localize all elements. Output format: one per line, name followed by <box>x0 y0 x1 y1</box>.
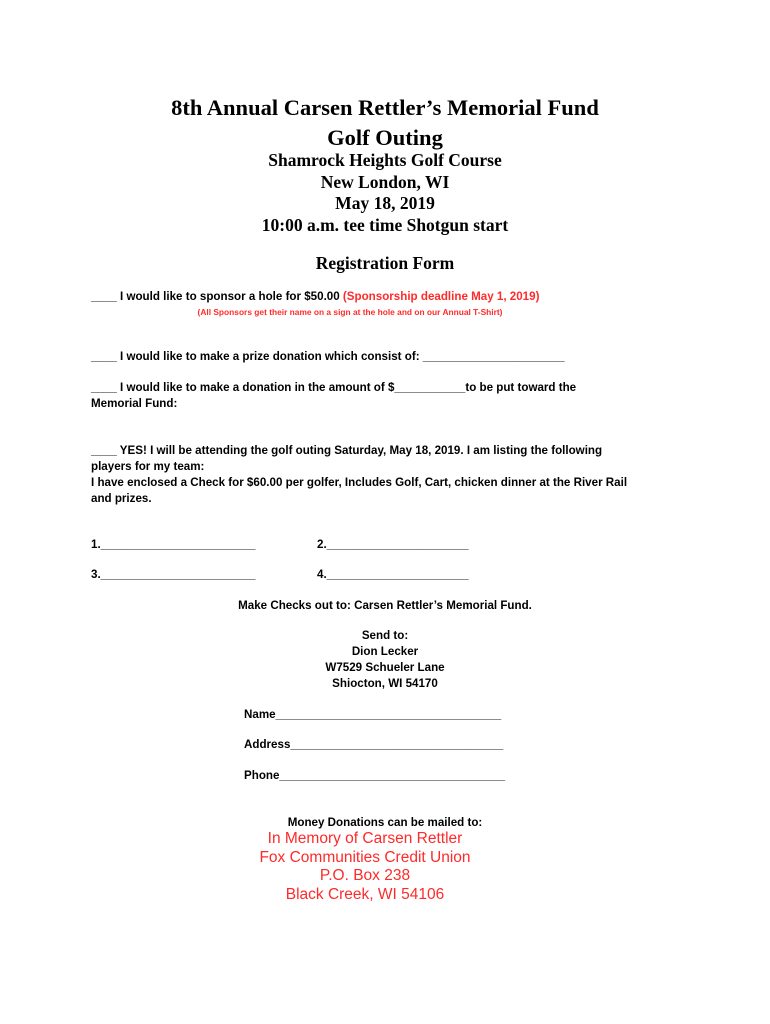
title-line-2: Golf Outing <box>327 125 443 150</box>
send-to-label: Send to: <box>361 629 409 642</box>
mailing-line-1: In Memory of Carsen Rettler <box>267 830 463 847</box>
sponsor-note: (All Sponsors get their name on a sign at the hole and on our Annual T-Shirt) <box>197 307 503 317</box>
send-to-city: Shiocton, WI 54170 <box>332 677 438 690</box>
donation-line-2: Memorial Fund: <box>91 397 178 410</box>
form-title: Registration Form <box>315 253 455 273</box>
make-checks-line: Make Checks out to: Carsen Rettler’s Memorial Fund. <box>238 599 532 612</box>
course-name: Shamrock Heights Golf Course <box>268 150 502 170</box>
sponsor-text: ____ I would like to sponsor a hole for $50.00 <box>91 290 343 303</box>
mailing-address-block <box>0 830 730 904</box>
title-line-1: 8th Annual Carsen Rettler’s Memorial Fund <box>171 95 599 120</box>
send-to-block <box>0 628 770 692</box>
player-2: 2.______________________ <box>317 538 469 551</box>
prize-line: ____ I would like to make a prize donation which consist of: ______________________ <box>91 350 565 363</box>
sponsor-deadline: (Sponsorship deadline May 1, 2019) <box>342 290 540 303</box>
attending-line-3: I have enclosed a Check for $60.00 per golfer, Includes Golf, Cart, chicken dinner at the River Rail <box>91 476 628 489</box>
attending-line-2: players for my team: <box>91 460 205 473</box>
player-1: 1.________________________ <box>91 538 256 551</box>
event-details <box>0 150 770 236</box>
send-to-name: Dion Lecker <box>351 645 419 658</box>
phone-field: Phone___________________________________ <box>244 769 506 782</box>
name-field: Name___________________________________ <box>244 708 502 721</box>
donation-line-1: ____ I would like to make a donation in the amount of $___________to be put toward the <box>91 381 577 394</box>
attending-line-1: ____ YES! I will be attending the golf outing Saturday, May 18, 2019. I am listing the following <box>91 444 603 457</box>
event-date: May 18, 2019 <box>335 193 435 213</box>
mailing-line-3: P.O. Box 238 <box>319 867 411 884</box>
send-to-street: W7529 Schueler Lane <box>325 661 445 674</box>
course-city: New London, WI <box>320 171 450 192</box>
tee-time: 10:00 a.m. tee time Shotgun start <box>261 214 509 235</box>
address-field: Address_________________________________ <box>244 738 504 751</box>
attending-block <box>91 443 627 507</box>
mailing-line-2: Fox Communities Credit Union <box>259 848 471 866</box>
sponsor-line <box>91 289 539 305</box>
event-title <box>0 93 770 153</box>
player-4: 4.______________________ <box>317 568 469 581</box>
donation-block <box>91 380 576 412</box>
attending-line-4: and prizes. <box>91 492 152 505</box>
player-3: 3.________________________ <box>91 568 256 581</box>
money-donations-label: Money Donations can be mailed to: <box>287 816 483 829</box>
mailing-line-4: Black Creek, WI 54106 <box>285 885 445 903</box>
